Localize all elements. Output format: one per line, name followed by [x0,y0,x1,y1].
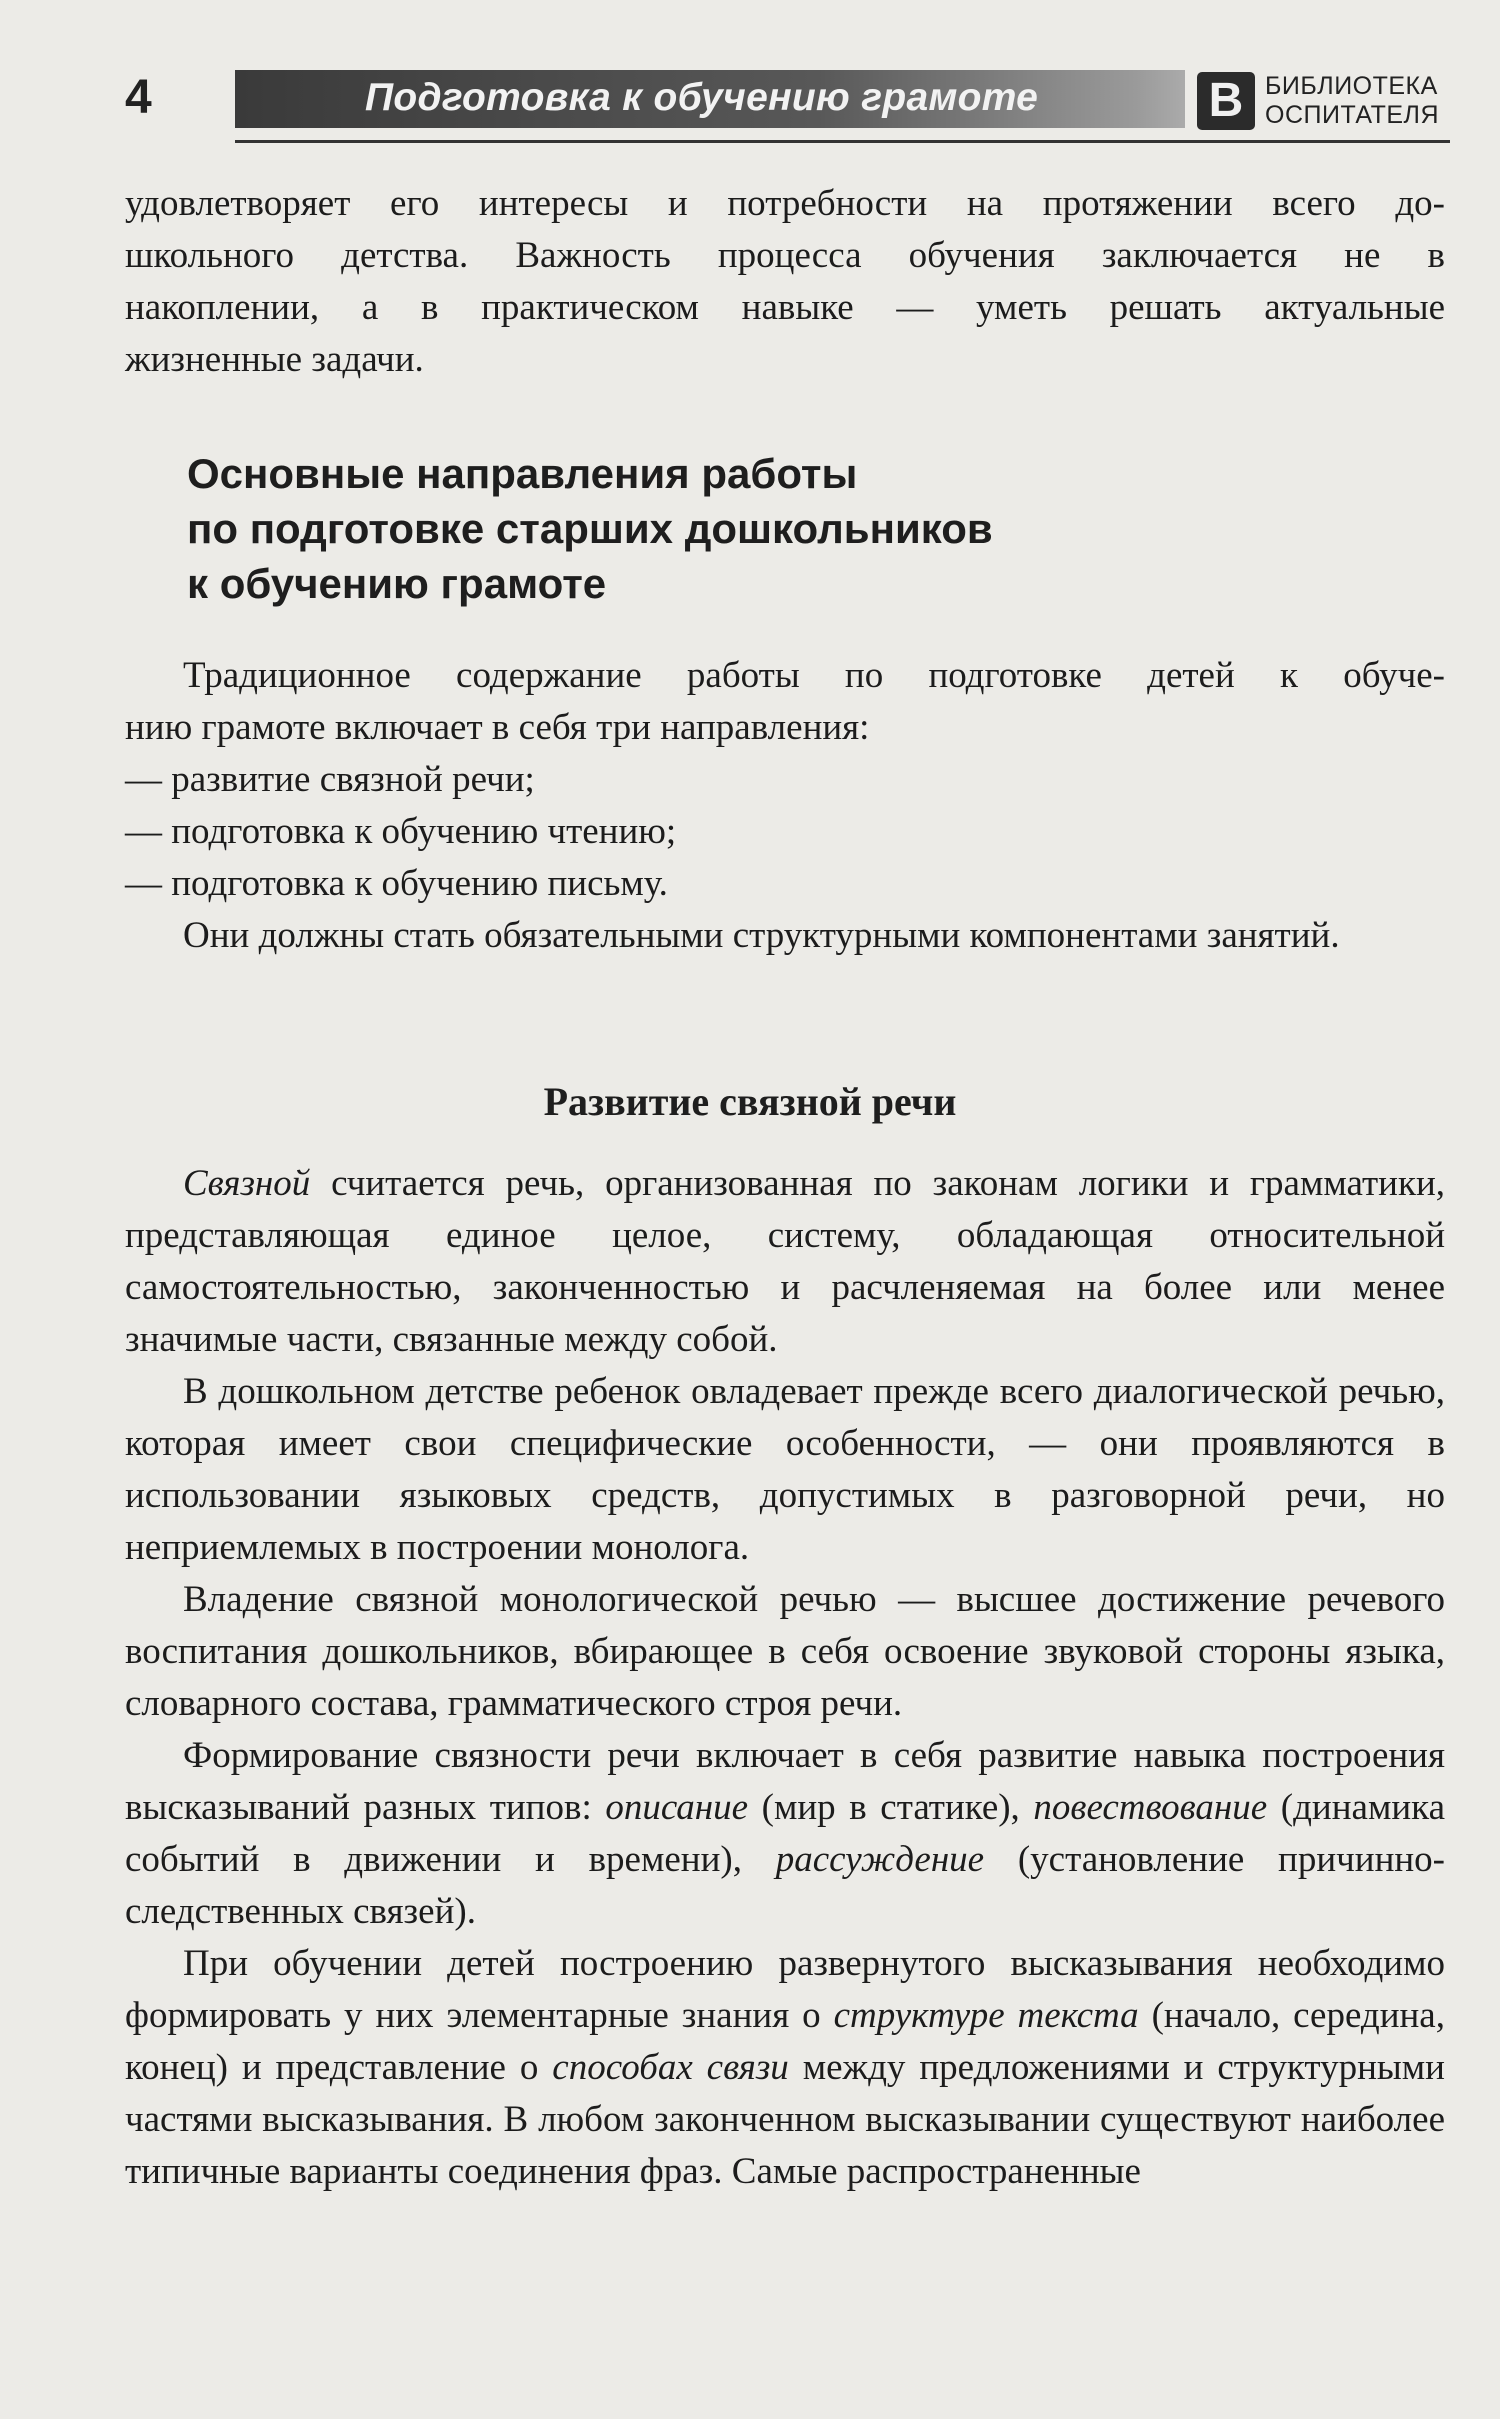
section-paragraph-line: Традиционное содержание работы по подготовке детей к обуче- [183,655,1445,696]
paragraph-text: При обучении детей построению развернутого высказывания необходимо формировать у них элементарные знания о [125,1943,1445,2036]
paragraph [125,1938,1445,2198]
section-body [125,650,1445,962]
series-logo-text [1265,72,1439,130]
series-logo-letter: В [1197,72,1255,130]
series-logo [1185,66,1450,138]
subsection-body [125,1158,1445,2198]
section-heading-line: к обучению грамоте [187,560,607,607]
running-header [125,66,1450,146]
italic-term: структуре текста [833,1995,1139,2036]
section-heading [187,446,1387,611]
header-rule [235,140,1450,143]
series-line-2: ОСПИТАТЕЛЯ [1265,101,1440,129]
paragraph: Владение связной монологической речью — высшее достижение речевого воспитания дошкольников, вбирающее в себя освоение звуковой стороны языка, словарного состава, грамматического строя речи. [125,1579,1445,1724]
paragraph-text: Формирование связности речи включает в себя развитие навыка построения высказываний разных типов: [125,1735,1445,1828]
italic-term: рассуждение [775,1839,985,1880]
italic-term: описание [605,1787,749,1828]
section-paragraph-line: нию грамоте включает в себя три направления: [125,707,870,748]
running-title: Подготовка к обучению грамоте [365,76,1039,119]
paragraph-text: (мир в статике), [748,1787,1034,1828]
intro-paragraph [125,178,1445,386]
paragraph-text: (динамика событий в движении и времени), [125,1787,1445,1880]
paragraph [125,1158,1445,1366]
intro-line: школьного детства. Важность процесса обучения заключается не в [125,235,1445,276]
list-item: — подготовка к обучению чтению; [125,811,677,852]
list-item: — подготовка к обучению письму. [125,863,668,904]
list-item: — развитие связной речи; [125,759,535,800]
paragraph-text: (начало, середина, конец) и представление о [125,1995,1445,2088]
section-closing: Они должны стать обязательными структурными компонентами занятий. [183,915,1340,956]
paragraph: В дошкольном детстве ребенок овладевает прежде всего диалогической речью, которая имеет свои специфические особенности, — они проявляются в использовании языковых средств, допустимых в разговорной речи, но неприемлемых в построении монолога. [125,1371,1445,1568]
italic-term: Связной [183,1163,311,1204]
section-heading-line: по подготовке старших дошкольников [187,505,993,552]
paragraph [125,1730,1445,1938]
paragraph-text: между предложениями и структурными частями высказывания. В любом законченном высказывании существуют наиболее типичные варианты соединения фраз. Самые распространенные [125,2047,1445,2192]
series-line-1: БИБЛИОТЕКА [1265,72,1438,100]
intro-line: удовлетворяет его интересы и потребности на протяжении всего до- [125,183,1445,224]
italic-term: способах связи [552,2047,789,2088]
italic-term: повествование [1033,1787,1268,1828]
paragraph-text: (установление причинно-следственных связей). [125,1839,1445,1932]
page-number: 4 [125,71,152,124]
paragraph-text: считается речь, организованная по законам логики и грамматики, представляющая единое целое, систему, обладающая относительной самостоятельностью, законченностью и расчленяемая на более или менее значимые части, связанные между собой. [125,1163,1445,1360]
intro-line: накоплении, а в практическом навыке — уметь решать актуальные [125,287,1445,328]
intro-line: жизненные задачи. [125,339,424,380]
subsection-heading: Развитие связной речи [543,1079,957,1124]
section-heading-line: Основные направления работы [187,450,858,497]
